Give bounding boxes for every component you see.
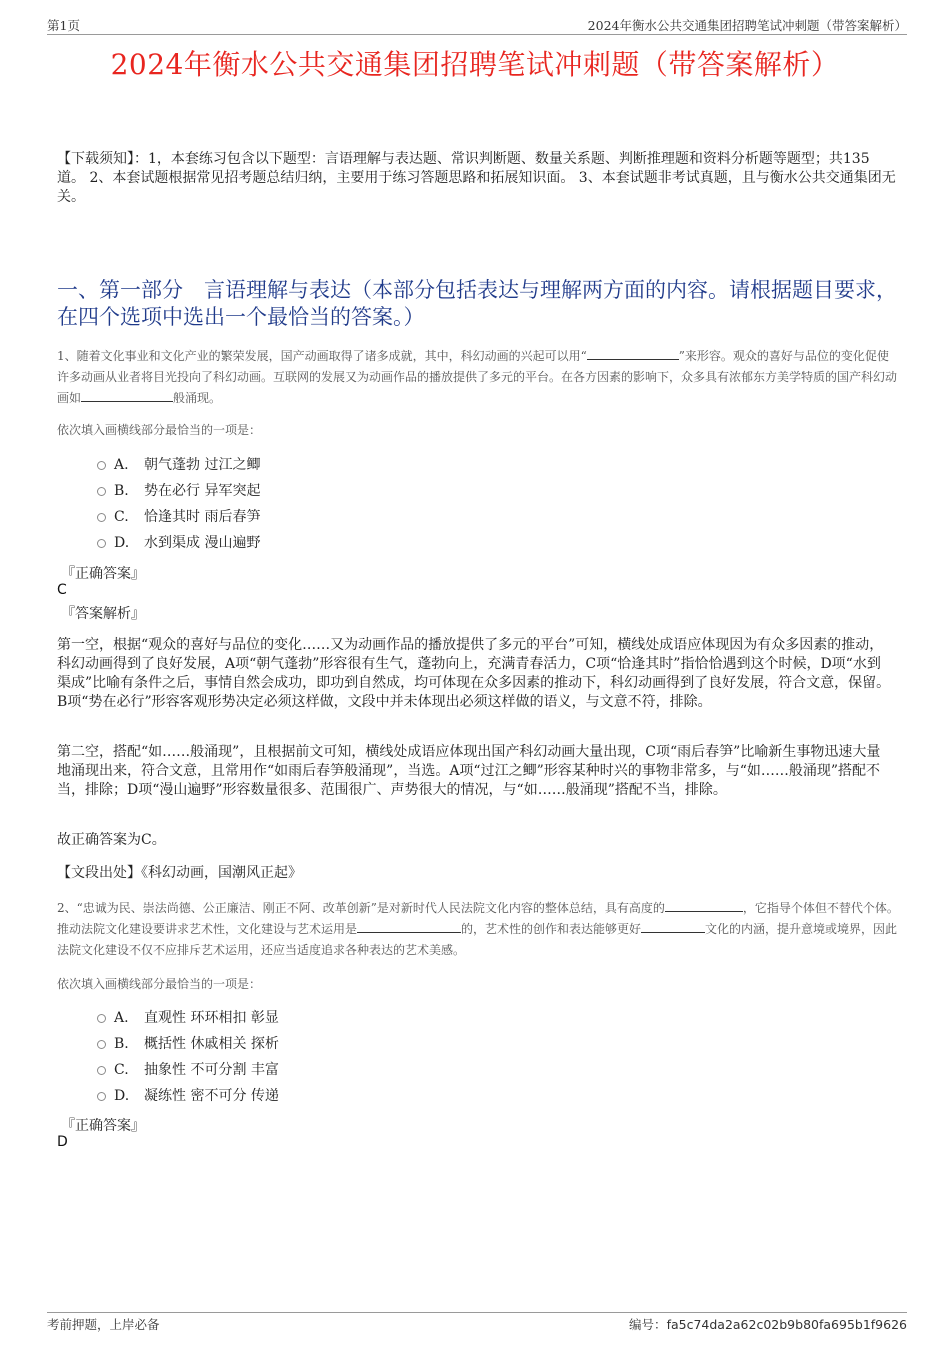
footer-slogan: 考前押题，上岸必备: [47, 1317, 160, 1332]
question-1-instruction: 依次填入画横线部分最恰当的一项是：: [57, 423, 262, 437]
option-d[interactable]: D. 水到渠成 漫山遍野: [97, 530, 260, 556]
fill-blank: [357, 920, 461, 933]
correct-answer: D: [57, 1134, 68, 1150]
option-a[interactable]: A. 直观性 环环相扣 彰显: [97, 1005, 279, 1031]
footer-code: 编号：fa5c74da2a62c02b9b80fa695b1f9626: [629, 1317, 907, 1332]
radio-icon[interactable]: [97, 513, 106, 522]
download-notice: 【下载须知】：1，本套练习包含以下题型：言语理解与表达题、常识判断题、数量关系题、判断推理题和资料分析题等题型；共135道。 2、本套试题根据常见招考题总结归纳，主要用于练习答题思路和拓展知识面。 3、本套试题非考试真题，且与衡水公共交通集团无关。: [57, 151, 896, 205]
question-2-text: 2、“忠诚为民、崇法尚德、公正廉洁、刚正不阿、改革创新”是对新时代人民法院文化内容的整体总结，具有高度的 ，它指导个体但不替代个体。推动法院文化建设要讲求艺术性，文化建设与艺术运用是 的，艺术性的创作和表达能够更好 文化的内涵，提升意境或境界，因此法院文化建设不仅不应排斥艺术运用，还应当适度追求各种表达的艺术美感。: [57, 901, 899, 957]
page-header: [47, 14, 907, 35]
option-b[interactable]: B. 势在必行 异军突起: [97, 478, 260, 504]
radio-icon[interactable]: [97, 1066, 106, 1075]
text-source: 【文段出处】《科幻动画，国潮风正起》: [57, 865, 302, 881]
radio-icon[interactable]: [97, 1092, 106, 1101]
analysis-conclusion: 故正确答案为C。: [57, 832, 166, 848]
fill-blank: [641, 920, 705, 933]
option-c[interactable]: C. 恰逢其时 雨后春笋: [97, 504, 260, 530]
question-2-instruction: 依次填入画横线部分最恰当的一项是：: [57, 977, 262, 991]
question-1-options: [97, 452, 260, 556]
radio-icon[interactable]: [97, 487, 106, 496]
correct-answer-label: 『正确答案』: [61, 1118, 145, 1134]
analysis-label: 『答案解析』: [61, 606, 145, 622]
analysis-paragraph-1: 第一空，根据“观众的喜好与品位的变化……又为动画作品的播放提供了多元的平台”可知，横线处成语应体现因为有众多因素的推动，科幻动画得到了良好发展，A项“朝气蓬勃”形容很有生气，蓬勃向上，充满青春活力，C项“恰逢其时”指恰恰遇到这个时候，D项“水到渠成”比喻有条件之后，事情自然会成功，即功到自然成，均可体现在众多因素的推动下，科幻动画得到了良好发展，符合文意，保留。B项“势在必行”形容客观形势决定必须这样做，文段中并未体现出必须这样做的语义，与文意不符，排除。: [57, 637, 891, 710]
fill-blank: [587, 347, 679, 360]
correct-answer: C: [57, 582, 67, 598]
correct-answer-label: 『正确答案』: [61, 566, 145, 582]
radio-icon[interactable]: [97, 1014, 106, 1023]
section-title: 一、第一部分 言语理解与表达（本部分包括表达与理解两方面的内容。请根据题目要求，在四个选项中选出一个最恰当的答案。）: [57, 278, 897, 329]
page-title: 2024年衡水公共交通集团招聘笔试冲刺题（带答案解析）: [110, 48, 840, 81]
fill-blank: [81, 389, 173, 402]
radio-icon[interactable]: [97, 539, 106, 548]
option-a[interactable]: A. 朝气蓬勃 过江之鲫: [97, 452, 260, 478]
question-2-options: [97, 1005, 279, 1109]
option-b[interactable]: B. 概括性 休戚相关 探析: [97, 1031, 279, 1057]
page-number: 第1页: [47, 18, 80, 33]
option-d[interactable]: D. 凝练性 密不可分 传递: [97, 1083, 279, 1109]
fill-blank: [665, 899, 743, 912]
question-1-text: 1、随着文化事业和文化产业的繁荣发展，国产动画取得了诸多成就，其中，科幻动画的兴起可以用“ ”来形容。观众的喜好与品位的变化促使许多动画从业者将目光投向了科幻动画。互联网的发展又为动画作品的播放提供了多元的平台。在各方因素的影响下，众多具有浓郁东方美学特质的国产科幻动画如 般涌现。: [57, 349, 898, 405]
option-c[interactable]: C. 抽象性 不可分割 丰富: [97, 1057, 279, 1083]
page-footer: [47, 1312, 907, 1333]
analysis-paragraph-2: 第二空，搭配“如……般涌现”，且根据前文可知，横线处成语应体现出国产科幻动画大量出现，C项“雨后春笋”比喻新生事物迅速大量地涌现出来，符合文意，且常用作“如雨后春笋般涌现”，当选。A项“过江之鲫”形容某种时兴的事物非常多，与“如……般涌现”搭配不当，排除；D项“漫山遍野”形容数量很多、范围很广、声势很大的情况，与“如……般涌现”搭配不当，排除。: [57, 744, 881, 798]
header-doc-title: 2024年衡水公共交通集团招聘笔试冲刺题（带答案解析）: [587, 18, 907, 33]
radio-icon[interactable]: [97, 461, 106, 470]
radio-icon[interactable]: [97, 1040, 106, 1049]
